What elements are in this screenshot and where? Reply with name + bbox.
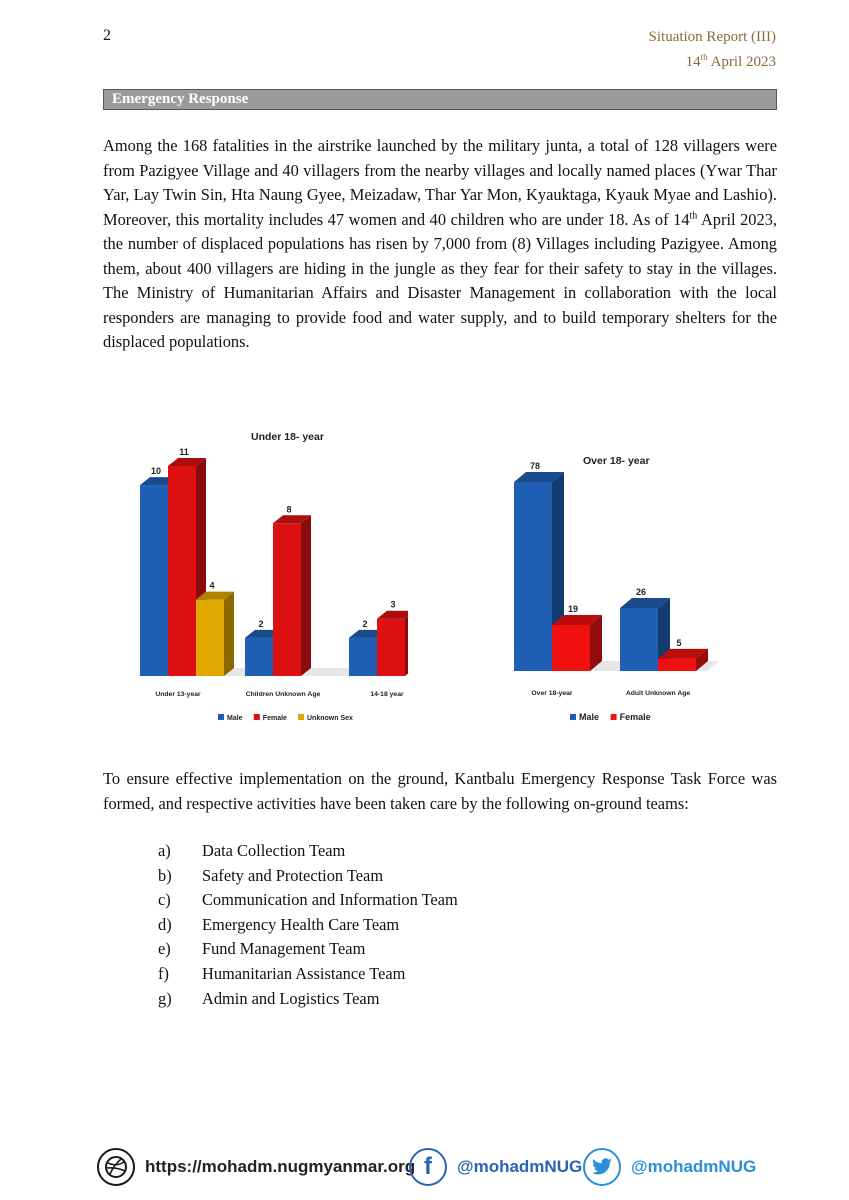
facebook-handle: @mohadmNUG	[457, 1157, 583, 1176]
team-list	[158, 839, 458, 1011]
data-label: 2	[258, 618, 264, 629]
data-label: 78	[529, 461, 541, 471]
page-number: 2	[103, 27, 111, 44]
legend-swatch	[570, 714, 576, 720]
data-label: 3	[390, 599, 396, 610]
legend-label: Female	[262, 715, 287, 722]
report-title: Situation Report (III)	[648, 29, 776, 45]
facebook-icon: f	[409, 1148, 447, 1186]
task-force-paragraph: To ensure effective implementation on the ground, Kantbalu Emergency Response Task Force was formed, and respective activities have been taken care by the following on-ground teams:	[103, 769, 777, 813]
data-label: 19	[567, 603, 579, 614]
over-18-chart	[485, 446, 737, 728]
data-label: 8	[286, 504, 292, 515]
legend-label: Male	[579, 712, 600, 722]
bar	[377, 611, 408, 676]
data-label: 2	[362, 618, 368, 629]
category-label: Over 18-year	[531, 690, 573, 697]
section-title: Emergency Response	[103, 89, 777, 110]
website-url: https://mohadm.nugmyanmar.org	[145, 1157, 416, 1176]
bar	[273, 515, 311, 676]
list-item: c) Communication and Information Team	[158, 890, 458, 910]
twitter-icon	[583, 1148, 621, 1186]
footer	[97, 1146, 757, 1188]
category-label: Adult Unknown Age	[625, 690, 691, 697]
chart-title: Over 18- year	[583, 455, 650, 467]
legend-label: Male	[227, 715, 243, 722]
data-label: 4	[209, 580, 215, 591]
list-item: b) Safety and Protection Team	[158, 865, 384, 885]
twitter-link[interactable]	[583, 1146, 756, 1188]
list-item: a) Data Collection Team	[158, 841, 346, 860]
dribbble-globe-icon	[97, 1148, 135, 1186]
list-item: d) Emergency Health Care Team	[158, 914, 400, 934]
data-label: 26	[635, 587, 647, 597]
legend-label: Female	[619, 712, 651, 722]
bar	[552, 615, 602, 671]
facebook-link[interactable]	[409, 1146, 582, 1188]
category-label: Under 13-year	[155, 691, 201, 698]
chart-title: Under 18- year	[251, 431, 324, 443]
under-18-chart	[118, 424, 408, 734]
twitter-handle: @mohadmNUG	[631, 1157, 757, 1176]
legend-label: Unknown Sex	[307, 715, 353, 722]
legend-swatch	[218, 714, 224, 720]
legend-swatch	[298, 714, 304, 720]
report-header	[649, 27, 776, 72]
report-date: 14th April 2023	[685, 52, 776, 70]
category-label: 14-18 year	[370, 691, 404, 698]
fatalities-paragraph: Among the 168 fatalities in the airstrike launched by the military junta, a total of 128 villagers were from Pazigyee Village and 40 villagers from the nearby villages and locally named places (Ywar Thar Yar, Lay Twin Sin, Hta Naung Gyee, Meizadaw, Thar Yar Mon, Kyauktaga, Kyauk Myae and Lashio). Moreover, this mortality includes 47 women and 40 children who are under 18. As of 14th April 2023, the number of displaced populations has risen by 7,000 from (8) Villages including Pazigyee. Among them, about 400 villagers are hiding in the jungle as they fear for their safety to stay in the villages. The Ministry of Humanitarian Affairs and Disaster Management in collaboration with the local responders are managing to provide food and water supply, and to build temporary shelters for the displaced populations.	[103, 136, 777, 351]
list-item: e) Fund Management Team	[158, 939, 366, 959]
list-item: f) Humanitarian Assistance Team	[158, 963, 406, 983]
website-link[interactable]	[97, 1146, 415, 1188]
legend-swatch	[611, 714, 617, 720]
data-label: 5	[676, 637, 682, 648]
data-label: 10	[150, 466, 162, 477]
legend-swatch	[254, 714, 260, 720]
data-label: 11	[179, 447, 189, 457]
bar	[196, 592, 234, 676]
category-label: Children Unknown Age	[245, 691, 321, 698]
list-item: g) Admin and Logistics Team	[158, 988, 380, 1008]
